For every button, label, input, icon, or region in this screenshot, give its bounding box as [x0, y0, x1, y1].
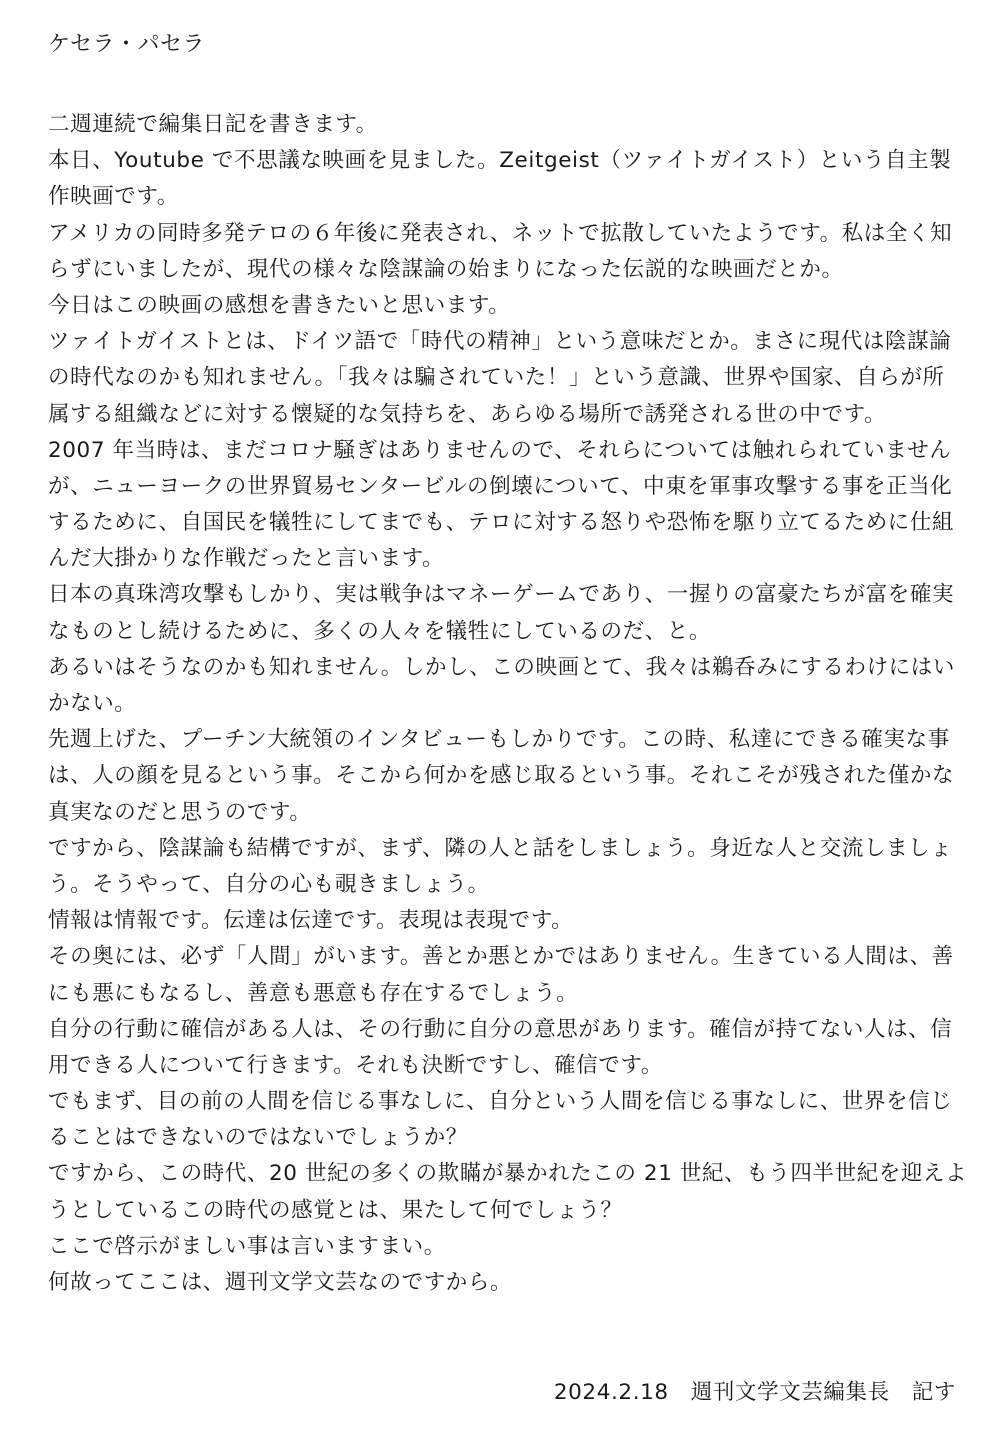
text-line: その奥には、必ず「人間」がいます。善とか悪とかではありません。生きている人間は、善 [48, 944, 954, 970]
text-line: ですから、この時代、20 世紀の多くの欺瞞が暴かれたこの 21 世紀、もう四半世紀を迎えよ [48, 1161, 968, 1187]
text-line: ツァイトガイストとは、ドイツ語で「時代の精神」という意味だとか。まさに現代は陰謀論 [48, 329, 952, 355]
text-line: 2007 年当時は、まだコロナ騒ぎはありませんので、それらについては触れられていません [48, 437, 952, 463]
text-line: なものとし続けるために、多くの人々を犠牲にしているのだ、と。 [48, 618, 712, 644]
text-line: アメリカの同時多発テロの６年後に発表され、ネットで拡散していたようです。私は全く知 [48, 220, 953, 246]
text-line: 用できる人について行きます。それも決断ですし、確信です。 [48, 1052, 663, 1078]
text-line: ですから、陰謀論も結構ですが、まず、隣の人と話をしましょう。身近な人と交流しましょ [48, 835, 953, 861]
text-line: でもまず、目の前の人間を信じる事なしに、自分という人間を信じる事なしに、世界を信じ [48, 1089, 953, 1115]
text-line: あるいはそうなのかも知れません。しかし、この映画とて、我々は鵜呑みにするわけにはい [48, 654, 955, 680]
text-line: の時代なのかも知れません。「我々は騙されていた！」という意識、世界や国家、自らが所 [48, 365, 945, 391]
text-line: 本日、Youtube で不思議な映画を見ました。Zeitgeist（ツァイトガイスト）という自主製 [48, 148, 952, 174]
text-line: 属する組織などに対する懐疑的な気持ちを、あらゆる場所で誘発される世の中です。 [48, 401, 887, 427]
document-title: ケセラ・パセラ [48, 32, 206, 57]
text-line: かない。 [48, 691, 137, 716]
text-line: 作映画です。 [48, 184, 179, 210]
text-line: んだ大掛かりな作戦だったと言います。 [48, 546, 445, 572]
text-line: う。そうやって、自分の心も覗きましょう。 [48, 871, 490, 897]
text-line: 情報は情報です。伝達は伝達です。表現は表現です。 [48, 908, 574, 934]
text-line: ることはできないのではないでしょうか？ [48, 1125, 468, 1151]
text-line: うとしているこの時代の感覚とは、果たして何でしょう？ [48, 1197, 623, 1223]
text-line: 何故ってここは、週刊文学文芸なのですから。 [48, 1270, 513, 1295]
text-line: するために、自国民を犠牲にしてまでも、テロに対する怒りや恐怖を駆り立てるために仕組 [48, 510, 955, 536]
text-line: 真実なのだと思うのです。 [48, 799, 312, 825]
text-line: 自分の行動に確信がある人は、その行動に自分の意思があります。確信が持てない人は、信 [48, 1016, 953, 1042]
text-line: は、人の顔を見るという事。そこから何かを感じ取るという事。それこそが残された僅かな [48, 763, 955, 789]
text-line: 二週連続で編集日記を書きます。 [48, 112, 378, 137]
text-line: らずにいましたが、現代の様々な陰謀論の始まりになった伝説的な映画だとか。 [48, 256, 844, 282]
text-line: 先週上げた、プーチン大統領のインタビューもしかりです。この時、私達にできる確実な事 [48, 727, 950, 753]
signature-line: 2024.2.18 週刊文学文芸編集長 記す [553, 1380, 956, 1405]
text-line: が、ニューヨークの世界貿易センタービルの倒壊について、中東を軍事攻撃する事を正当化 [48, 473, 953, 499]
text-line: ここで啓示がましい事は言いますまい。 [48, 1233, 446, 1259]
text-line: にも悪にもなるし、善意も悪意も存在するでしょう。 [48, 980, 579, 1006]
text-line: 今日はこの映画の感想を書きたいと思います。 [48, 292, 511, 318]
document-body [48, 107, 968, 1301]
text-line: 日本の真珠湾攻撃もしかり、実は戦争はマネーゲームであり、一握りの富豪たちが富を確実 [48, 582, 955, 608]
